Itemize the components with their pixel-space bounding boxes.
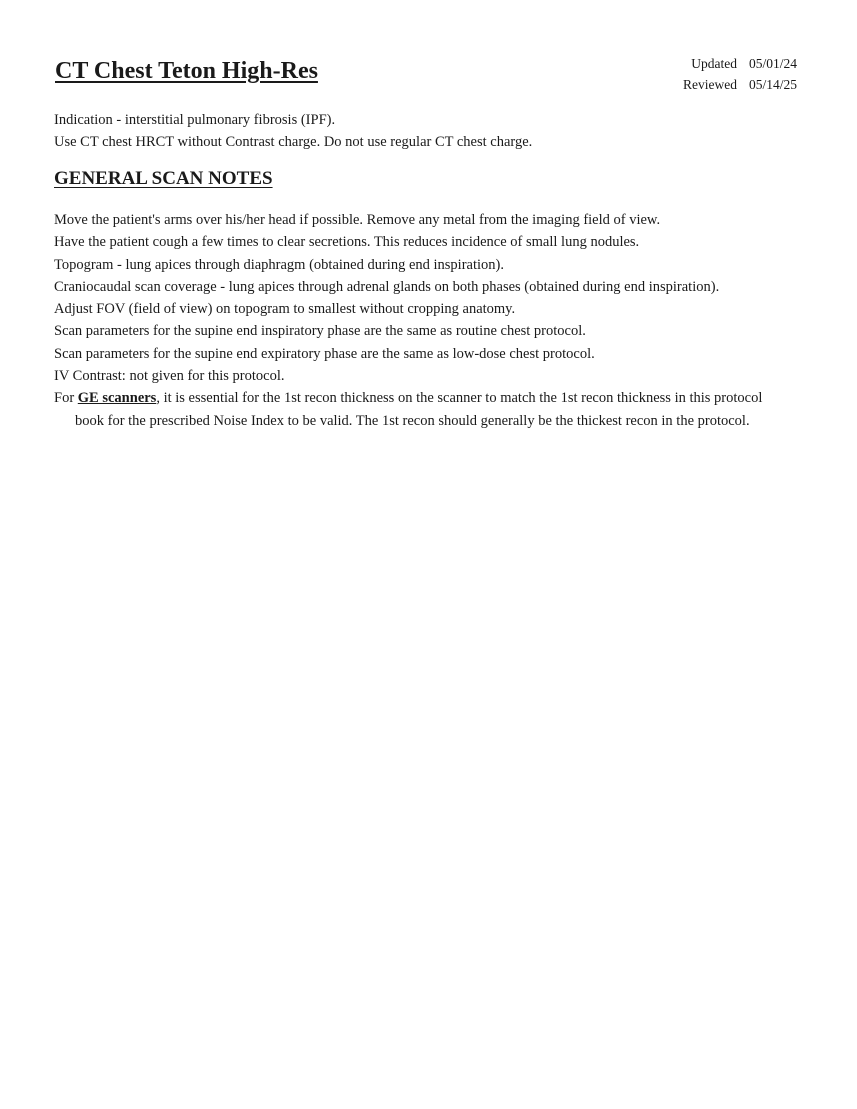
reviewed-date: 05/14/25 — [748, 77, 797, 92]
ge-note-prefix: For — [54, 390, 78, 407]
revision-dates — [683, 53, 797, 95]
note-line: Scan parameters for the supine end inspiratory phase are the same as routine chest protocol. — [54, 323, 586, 340]
note-line: Move the patient's arms over his/her head if possible. Remove any metal from the imaging field of view. — [54, 212, 661, 228]
note-line: IV Contrast: not given for this protocol. — [54, 368, 285, 385]
note-line: Adjust FOV (field of view) on topogram to smallest without cropping anatomy. — [54, 301, 516, 318]
ge-scanner-note — [54, 387, 794, 432]
intro-block — [54, 109, 804, 153]
note-line: Scan parameters for the supine end expiratory phase are the same as low-dose chest protocol. — [54, 345, 595, 362]
reviewed-row — [683, 74, 797, 95]
page-title: CT Chest Teton High-Res — [55, 58, 318, 84]
updated-row — [683, 53, 797, 74]
indication-text: Indication - interstitial pulmonary fibrosis (IPF). — [54, 112, 336, 128]
reviewed-label: Reviewed — [683, 77, 737, 92]
updated-label: Updated — [691, 56, 737, 71]
charge-note-text: Use CT chest HRCT without Contrast charge. Do not use regular CT chest charge. — [54, 134, 533, 150]
general-scan-notes — [54, 209, 794, 432]
note-line: Topogram - lung apices through diaphragm (obtained during end inspiration). — [54, 256, 504, 273]
note-line: Craniocaudal scan coverage - lung apices through adrenal glands on both phases (obtained during end inspiration). — [54, 278, 720, 295]
section-heading-general-scan-notes: GENERAL SCAN NOTES — [54, 168, 273, 189]
ge-note-suffix: , it is essential for the 1st recon thickness on the scanner to match the 1st recon thickness in this protocol book for the prescribed Noise Index to be valid. The 1st recon should generally be the thickest recon in the protocol. — [75, 390, 763, 429]
ge-scanners-link[interactable]: GE scanners — [77, 390, 157, 407]
updated-date: 05/01/24 — [748, 56, 797, 71]
note-line: Have the patient cough a few times to clear secretions. This reduces incidence of small lung nodules. — [54, 234, 640, 251]
